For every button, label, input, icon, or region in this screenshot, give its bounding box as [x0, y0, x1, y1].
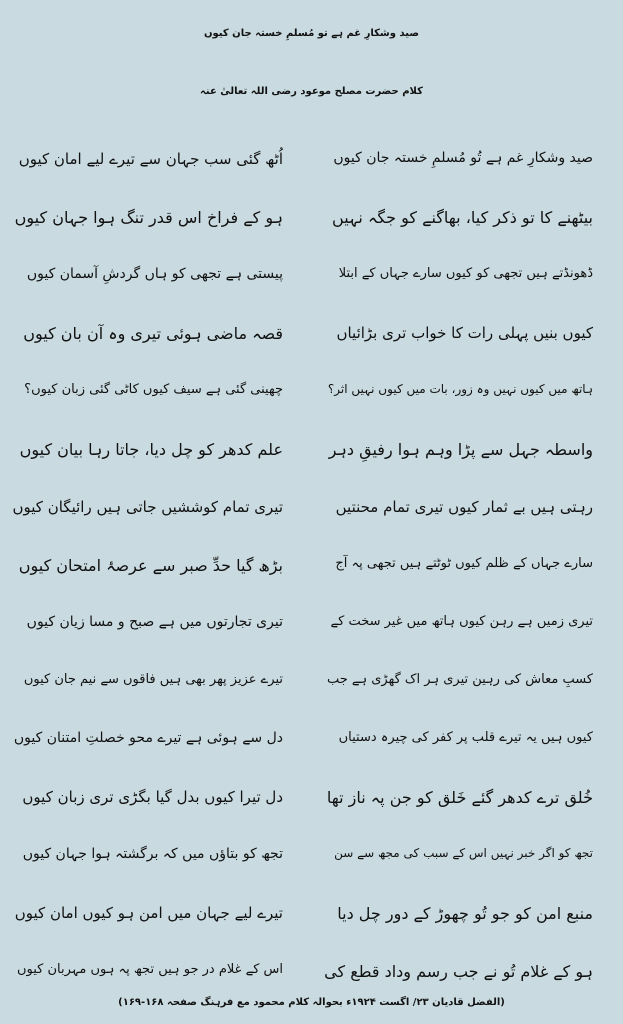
- couplet: [0, 664, 623, 722]
- couplet-first-line: تجھ کو اگر خبر نہیں اس کے سبب کی مجھ سے سن: [334, 846, 593, 860]
- couplet-second-line: بڑھ گیا حدِّ صبر سے عرصۂ امتحان کیوں: [18, 556, 283, 575]
- couplet-second-line: علم کدھر کو چل دیا، جاتا رہا بیان کیوں: [19, 440, 283, 459]
- couplet: [0, 780, 623, 838]
- couplet: [0, 200, 623, 258]
- couplet-second-line: چھینی گئی ہے سیف کیوں کاٹی گئی زبان کیوں؟: [24, 382, 283, 397]
- couplet-first-line: کسبِ معاش کی رہین تیری ہر اک گھڑی ہے جب: [326, 672, 593, 687]
- couplet-first-line: صید وشکارِ غم ہے تُو مُسلمِ خستہ جان کیوں: [333, 150, 593, 166]
- couplet: [0, 316, 623, 374]
- couplet-first-line: خُلق ترے کدھر گئے خَلق کو جن پہ ناز تھا: [326, 788, 593, 807]
- couplet: [0, 142, 623, 200]
- couplet: [0, 548, 623, 606]
- couplet: [0, 896, 623, 954]
- couplet-second-line: تیرے لیے جہان میں امن ہو کیوں امان کیوں: [14, 904, 283, 922]
- couplet-second-line: اس کے غلام در جو ہیں تجھ پہ ہوں مہربان کیوں: [16, 962, 283, 977]
- couplet-second-line: اُٹھ گئی سب جہان سے تیرے لیے امان کیوں: [18, 150, 283, 168]
- couplet-second-line: قصہ ماضی ہوئی تیری وہ آن بان کیوں: [23, 324, 283, 343]
- couplet-second-line: پیستی ہے تجھی کو ہاں گردشِ آسمان کیوں: [26, 266, 283, 282]
- couplet-first-line: رہتی ہیں بے ثمار کیوں تیری تمام محنتیں: [335, 498, 593, 516]
- couplet-second-line: تیری تجارتوں میں ہے صبح و مسا زیان کیوں: [26, 614, 283, 630]
- couplet: [0, 374, 623, 432]
- couplet-first-line: منبع امن کو جو تُو چھوڑ کے دور چل دیا: [337, 904, 593, 923]
- couplet: [0, 490, 623, 548]
- couplet-second-line: تجھ کو بتاؤں میں کہ برگشتہ ہوا جہان کیوں: [22, 846, 283, 862]
- couplet: [0, 606, 623, 664]
- couplet-second-line: دل سے ہوئی ہے تیرے محو خصلتِ امتنان کیوں: [13, 730, 283, 746]
- source-citation: (الفضل قادیان ۲۳/ اگست ۱۹۲۴ء بحوالہ کلام محمود مع فرہنگ صفحہ ۱۶۸-۱۶۹): [118, 997, 505, 1008]
- couplet-first-line: کیوں بنیں پہلی رات کا خواب تری بڑائیاں: [336, 324, 593, 342]
- couplet-first-line: ڈھونڈتے ہیں تجھی کو کیوں سارے جہاں کے ابتلا: [338, 266, 593, 281]
- couplet: [0, 258, 623, 316]
- couplet-first-line: ہو کے غلام تُو نے جب رسم وداد قطع کی: [324, 962, 593, 981]
- couplet: [0, 722, 623, 780]
- couplet-first-line: بیٹھنے کا تو ذکر کیا، بھاگنے کو جگہ نہیں: [332, 208, 593, 227]
- poem-subtitle: کلام حضرت مصلح موعود رضی اللہ تعالیٰ عنہ: [200, 86, 423, 97]
- poem-title: صید وشکارِ غم ہے تو مُسلمِ خستہ جان کیوں: [204, 28, 419, 39]
- poem-body: [0, 142, 623, 981]
- couplet-second-line: دل تیرا کیوں بدل گیا بگڑی تری زبان کیوں: [22, 788, 283, 806]
- couplet-first-line: سارے جہاں کے ظلم کیوں ٹوٹتے ہیں تجھی پہ آج: [335, 556, 593, 571]
- couplet-second-line: ہو کے فراخ اس قدر تنگ ہوا جہان کیوں: [14, 208, 283, 227]
- couplet-second-line: تیرے عزیز پھر بھی ہیں فاقوں سے نیم جان کیوں: [23, 672, 283, 687]
- couplet-first-line: تیری زمیں ہے رہن کیوں ہاتھ میں غیر سخت کے: [330, 614, 593, 629]
- couplet-second-line: تیری تمام کوششیں جاتی ہیں رائیگان کیوں: [12, 498, 283, 516]
- couplet-first-line: کیوں ہیں یہ تیرے قلب پر کفر کی چیرہ دستیاں: [338, 730, 593, 745]
- couplet-first-line: ہاتھ میں کیوں نہیں وہ زور، بات میں کیوں نہیں اثر؟: [327, 382, 593, 396]
- couplet: [0, 838, 623, 896]
- couplet-first-line: واسطہ جہل سے پڑا وہم ہوا رفیقِ دہر: [328, 440, 593, 459]
- couplet: [0, 432, 623, 490]
